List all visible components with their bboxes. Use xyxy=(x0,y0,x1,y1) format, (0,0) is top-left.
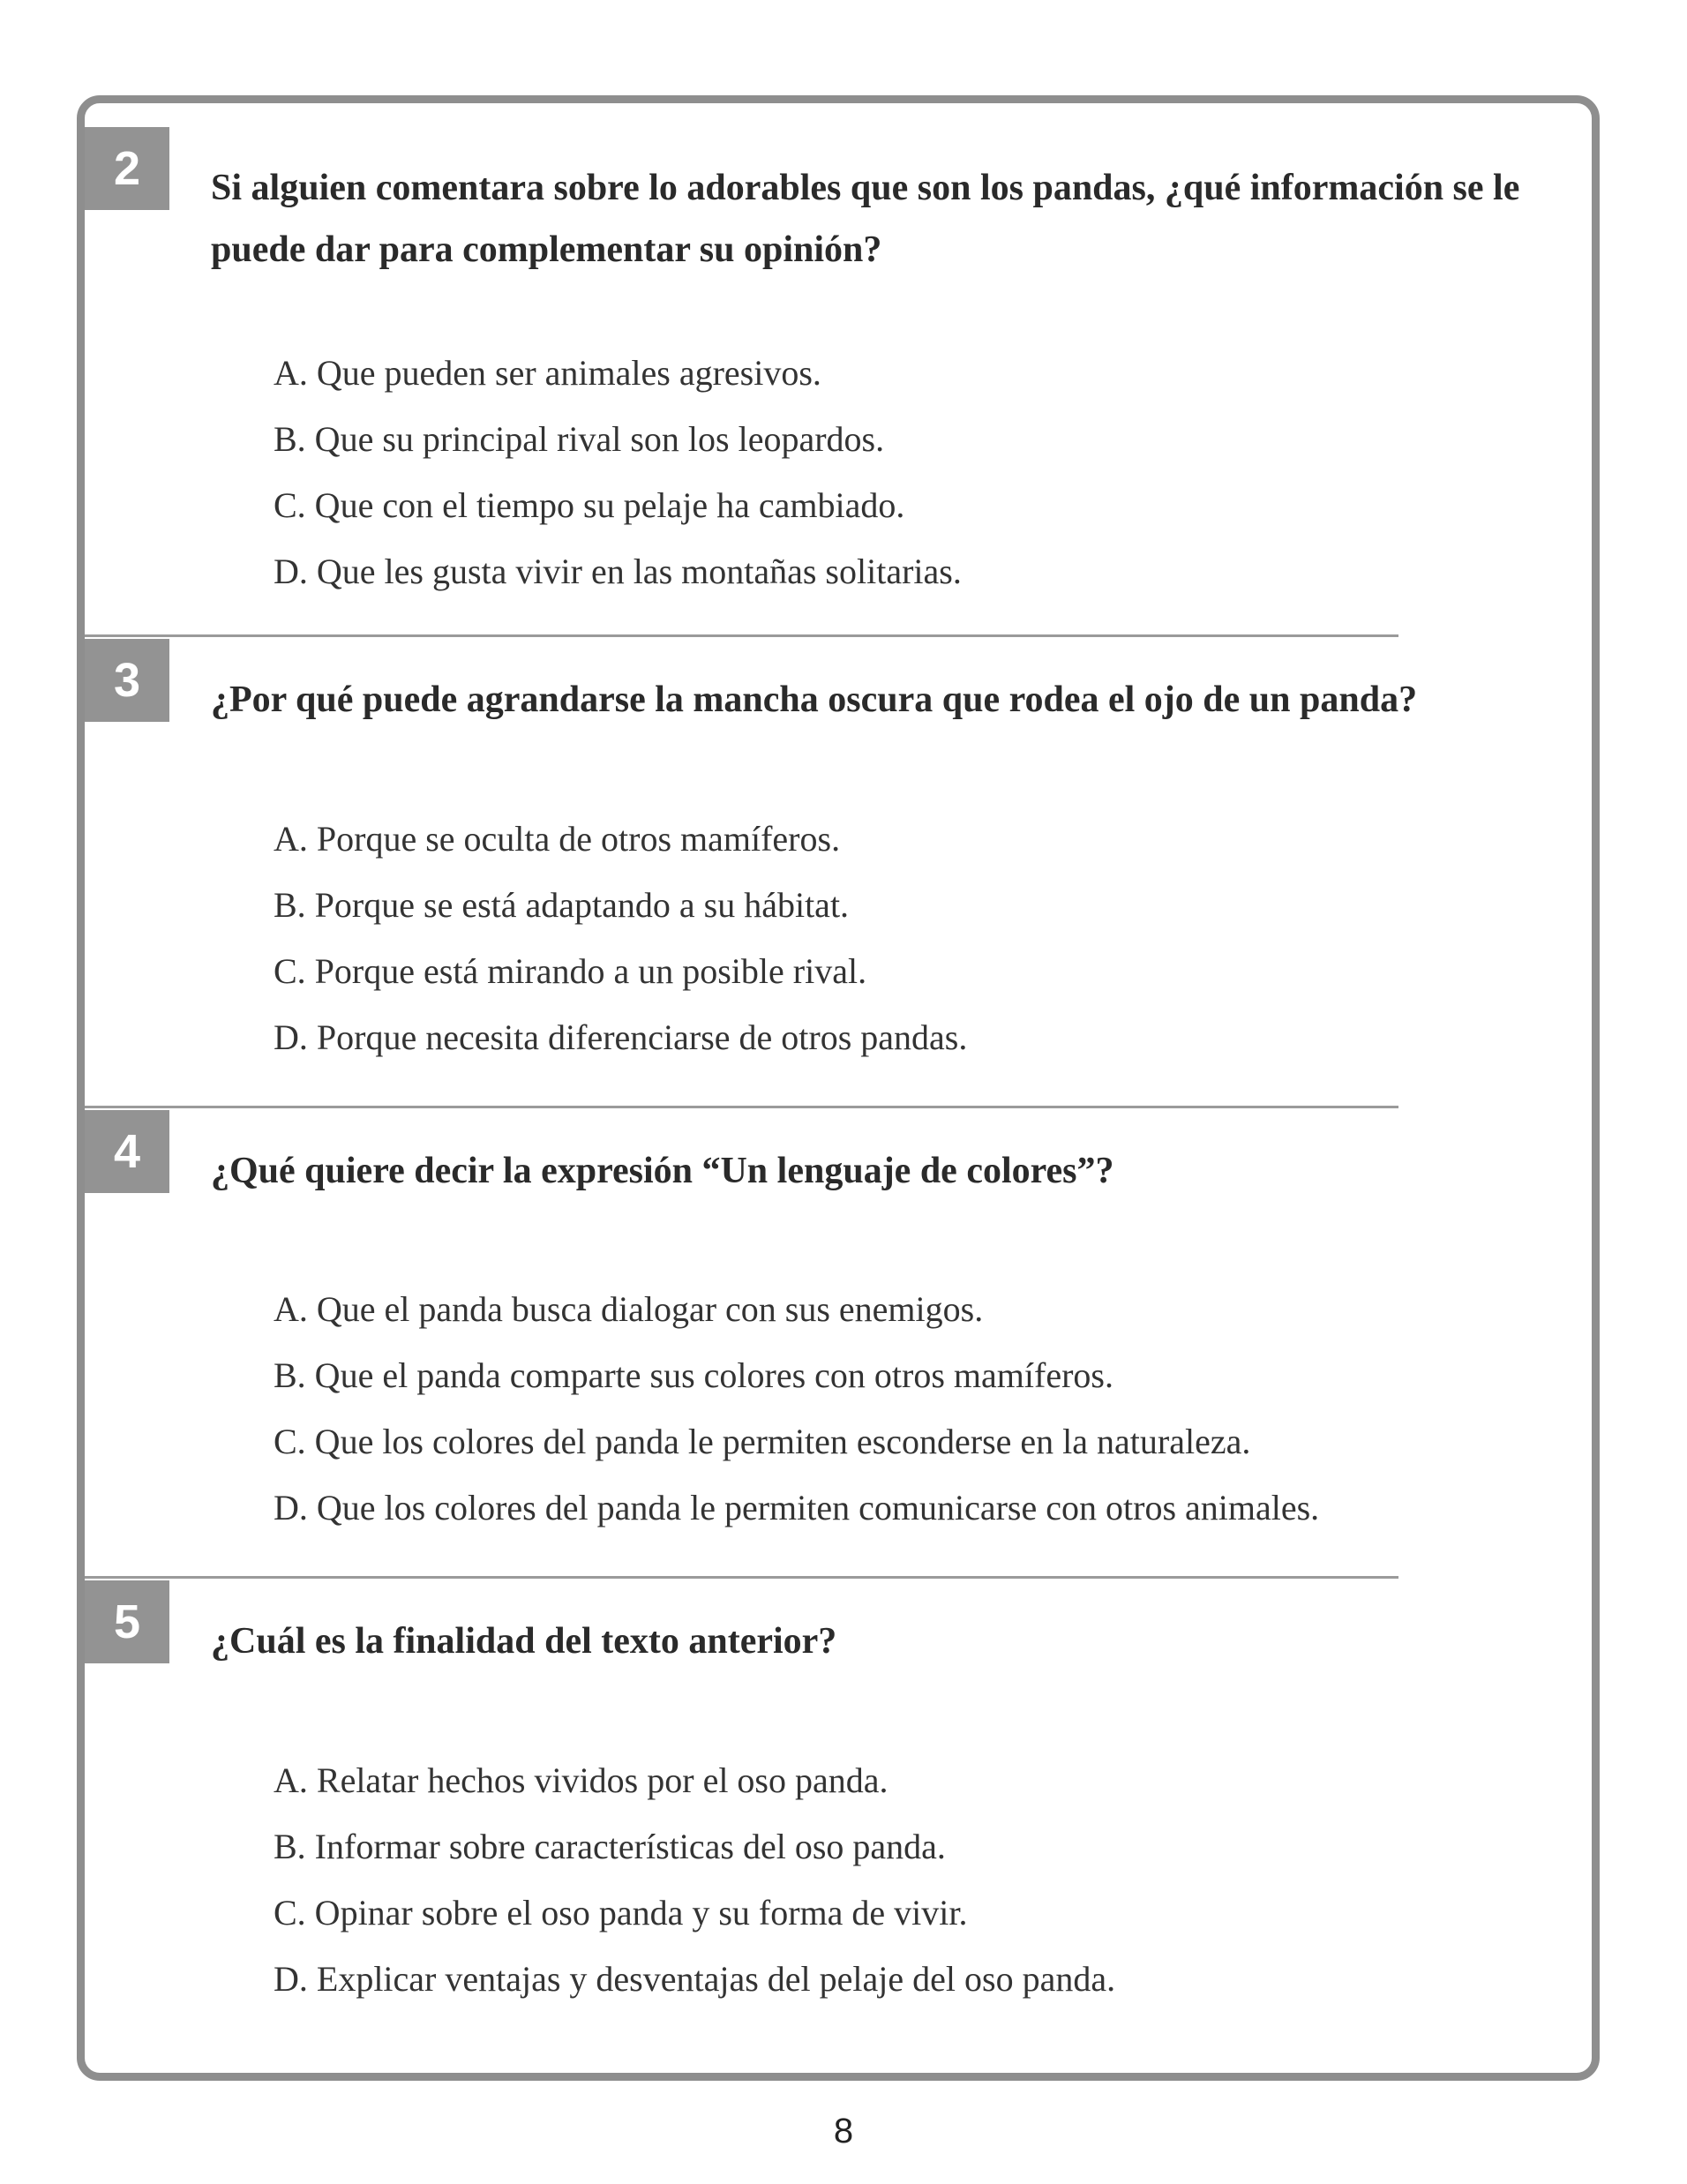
option-c: C. Que los colores del panda le permiten esconderse en la naturaleza. xyxy=(274,1422,1251,1461)
answer-options xyxy=(274,1276,1319,1541)
option-c: C. Porque está mirando a un posible rival. xyxy=(274,951,867,991)
option-b: B. Porque se está adaptando a su hábitat. xyxy=(274,885,850,925)
question-text: ¿Cuál es la finalidad del texto anterior? xyxy=(211,1621,837,1662)
section-divider xyxy=(85,1576,1398,1579)
option-b: B. Que el panda comparte sus colores con otros mamíferos. xyxy=(274,1355,1113,1395)
option-c: C. Opinar sobre el oso panda y su forma de vivir. xyxy=(274,1893,968,1933)
option-d: D. Que los colores del panda le permiten comunicarse con otros animales. xyxy=(274,1488,1320,1527)
answer-options xyxy=(274,806,967,1070)
option-a: A. Que el panda busca dialogar con sus enemigos. xyxy=(274,1289,984,1329)
question-number-badge: 4 xyxy=(85,1110,169,1193)
option-a: A. Relatar hechos vividos por el oso panda. xyxy=(274,1760,888,1800)
question-text: Si alguien comentara sobre lo adorables que son los pandas, ¿qué información se le puede dar para complementar su opinión? xyxy=(211,168,1520,270)
option-d: D. Porque necesita diferenciarse de otros pandas. xyxy=(274,1017,968,1057)
answer-options xyxy=(274,340,962,604)
question-text: ¿Por qué puede agrandarse la mancha oscura que rodea el ojo de un panda? xyxy=(211,679,1418,720)
question-number-badge: 5 xyxy=(85,1580,169,1663)
questions-frame xyxy=(77,95,1600,2081)
section-divider xyxy=(85,1106,1398,1108)
option-b: B. Informar sobre características del oso panda. xyxy=(274,1827,946,1866)
question-text: ¿Qué quiere decir la expresión “Un lenguaje de colores”? xyxy=(211,1151,1114,1191)
option-a: A. Que pueden ser animales agresivos. xyxy=(274,353,821,393)
option-b: B. Que su principal rival son los leopardos. xyxy=(274,419,885,459)
question-number-badge: 3 xyxy=(85,639,169,722)
answer-options xyxy=(274,1747,1115,2012)
option-a: A. Porque se oculta de otros mamíferos. xyxy=(274,819,841,859)
option-d: D. Explicar ventajas y desventajas del pelaje del oso panda. xyxy=(274,1959,1116,1999)
question-number-badge: 2 xyxy=(85,127,169,210)
option-d: D. Que les gusta vivir en las montañas solitarias. xyxy=(274,552,962,591)
section-divider xyxy=(85,634,1398,637)
page-number: 8 xyxy=(833,2112,854,2150)
option-c: C. Que con el tiempo su pelaje ha cambiado. xyxy=(274,485,905,525)
